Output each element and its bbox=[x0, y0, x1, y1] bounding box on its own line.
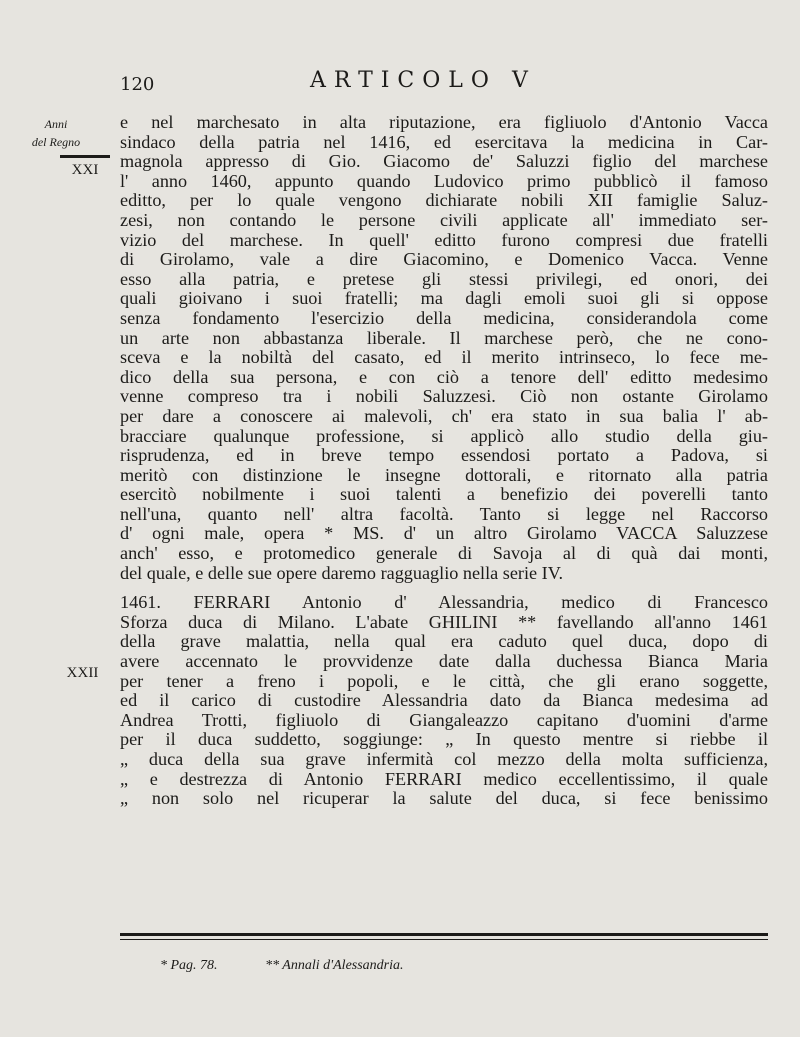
text-line: un arte non abbastanza liberale. Il marchese però, che ne cono- bbox=[120, 327, 768, 348]
running-title: ARTICOLO V bbox=[310, 68, 536, 93]
text-line: bracciare qualunque professione, si applicò allo studio della giu- bbox=[120, 425, 768, 446]
text-line: sceva e la nobiltà del casato, ed il merito intrinseco, lo fece me- bbox=[120, 347, 768, 368]
footnote-rule bbox=[120, 933, 768, 936]
footnotes bbox=[160, 958, 404, 974]
text-line: esercitò nobilmente i suoi talenti a benefizio dei poverelli tanto bbox=[120, 484, 768, 505]
text-line: per il duca suddetto, soggiunge: „ In questo mentre si riebbe il bbox=[120, 729, 768, 750]
text-line: della grave malattia, nella qual era caduto quel duca, dopo di bbox=[120, 631, 768, 652]
text-line: nell'una, quanto nell' altra facoltà. Tanto si legge nel Raccorso bbox=[120, 503, 768, 524]
text-line: anch' esso, e protomedico generale di Savoja al di quà dai monti, bbox=[120, 543, 768, 564]
text-line: vizio del marchese. In quell' editto furono compresi due fratelli bbox=[120, 229, 768, 250]
footnote-2: ** Annali d'Alessandria. bbox=[265, 958, 404, 973]
margin-note-anni: Anni bbox=[44, 117, 68, 131]
text-line: risprudenza, ed in breve tempo essendosi portato a Padova, si bbox=[120, 445, 768, 466]
paragraph-vacca bbox=[120, 113, 768, 583]
text-line: e nel marchesato in alta riputazione, era figliuolo d'Antonio Vacca bbox=[120, 112, 768, 132]
text-line: del quale, e delle sue opere daremo ragguaglio nella serie IV. bbox=[120, 562, 564, 583]
margin-rule bbox=[60, 155, 110, 158]
text-line: zesi, non contando le persone civili applicate all' immediato ser- bbox=[120, 209, 768, 230]
text-line: editto, per lo quale vengono dichiarate nobili XII famiglie Saluz- bbox=[120, 190, 768, 211]
margin-year-xxi: XXI bbox=[71, 162, 99, 178]
text-line: sindaco della patria nel 1416, ed esercitava la medicina in Car- bbox=[120, 131, 768, 152]
text-line: quali gioivano i suoi fratelli; ma dagli emoli suoi gli si oppose bbox=[120, 288, 768, 309]
text-line: magnola appresso di Gio. Giacomo de' Saluzzi figlio del marchese bbox=[120, 151, 768, 172]
text-line: senza fondamento l'esercizio della medicina, considerandola come bbox=[120, 307, 768, 328]
text-line: ed il carico di custodire Alessandria dato da Bianca medesima ad bbox=[120, 690, 768, 711]
text-line: d' ogni male, opera * MS. d' un altro Girolamo VACCA Saluzzese bbox=[120, 523, 768, 544]
text-line: „ e destrezza di Antonio FERRARI medico eccellentissimo, il quale bbox=[120, 768, 768, 789]
text-line: avere accennato le provvidenze date dalla duchessa Bianca Maria bbox=[120, 651, 768, 672]
text-line: venne compreso tra i nobili Saluzzesi. Ciò non ostante Girolamo bbox=[120, 386, 768, 407]
text-line: „ non solo nel ricuperar la salute del duca, si fece benissimo bbox=[120, 788, 768, 809]
text-line: meritò con distinzione le insegne dottorali, e ritornato alla patria bbox=[120, 464, 768, 485]
text-line: esso alla patria, e pretese gli stessi privilegi, ed onori, dei bbox=[120, 268, 768, 289]
margin-note-regno: del Regno bbox=[31, 135, 81, 149]
page-header bbox=[0, 68, 800, 98]
text-line: „ duca della sua grave infermità col mezzo della molta sufficienza, bbox=[120, 749, 768, 769]
margin-year-xxii: XXII bbox=[66, 665, 99, 681]
text-line: per tener a freno i popoli, e le città, che gli erano soggette, bbox=[120, 670, 768, 691]
footnote-1: * Pag. 78. bbox=[160, 958, 218, 973]
body-text bbox=[120, 113, 768, 809]
text-line: l' anno 1460, appunto quando Ludovico primo pubblicò il famoso bbox=[120, 170, 768, 191]
text-line: 1461. FERRARI Antonio d' Alessandria, medico di Francesco bbox=[120, 592, 768, 613]
text-line: di Girolamo, vale a dire Giacomino, e Domenico Vacca. Venne bbox=[120, 249, 768, 270]
page-number: 120 bbox=[120, 74, 155, 95]
text-line: dico della sua persona, e con ciò a tenore dell' editto medesimo bbox=[120, 366, 768, 387]
text-line: per dare a conoscere ai malevoli, ch' era stato in sua balia l' ab- bbox=[120, 405, 768, 426]
text-line: Sforza duca di Milano. L'abate GHILINI ** favellando all'anno 1461 bbox=[120, 611, 768, 632]
text-line: Andrea Trotti, figliuolo di Giangaleazzo capitano d'uomini d'arme bbox=[120, 709, 768, 730]
paragraph-ferrari bbox=[120, 593, 768, 809]
footnote-rule-thin bbox=[120, 939, 768, 940]
